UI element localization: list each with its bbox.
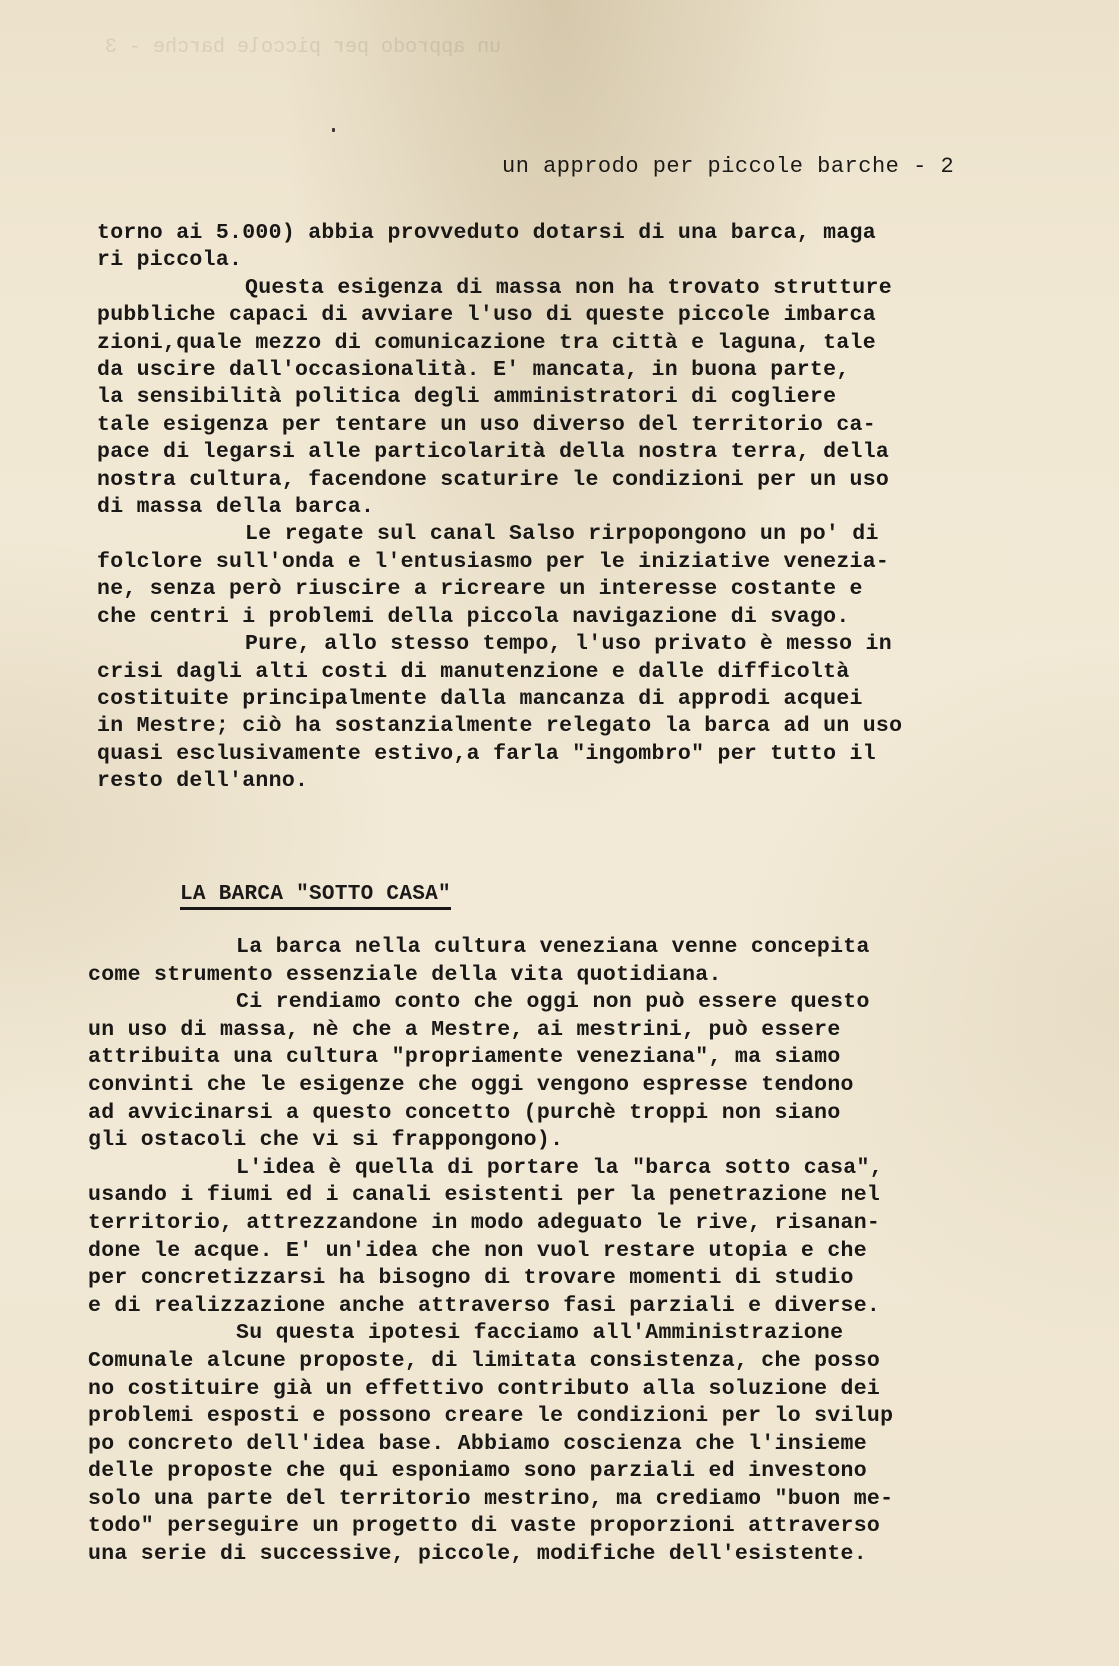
text-line: po concreto dell'idea base. Abbiamo coscienza che l'insieme — [88, 1431, 867, 1456]
text-line: ad avvicinarsi a questo concetto (purchè troppi non siano — [88, 1100, 841, 1125]
ink-speck — [332, 128, 335, 132]
text-line: da uscire dall'occasionalità. E' mancata, in buona parte, — [97, 358, 850, 383]
text-line: una serie di successive, piccole, modifiche dell'esistente. — [88, 1542, 867, 1567]
text-line: crisi dagli alti costi di manutenzione e dalle difficoltà — [97, 659, 850, 684]
text-line: Le regate sul canal Salso rirpopongono un po' di — [245, 522, 879, 547]
text-line: pubbliche capaci di avviare l'uso di queste piccole imbarca — [97, 303, 876, 328]
text-line: no costituire già un effettivo contributo alla soluzione dei — [88, 1376, 881, 1401]
text-line: done le acque. E' un'idea che non vuol restare utopia e che — [88, 1238, 867, 1263]
section-heading: LA BARCA "SOTTO CASA" — [180, 883, 451, 910]
text-line: attribuita una cultura "propriamente veneziana", ma siamo — [88, 1045, 841, 1070]
text-line: pace di legarsi alle particolarità della nostra terra, della — [97, 440, 890, 465]
text-line: per concretizzarsi ha bisogno di trovare momenti di studio — [88, 1266, 854, 1291]
text-line: ri piccola. — [97, 248, 243, 273]
text-line: zioni,quale mezzo di comunicazione tra città e laguna, tale — [97, 330, 876, 355]
text-line: problemi esposti e possono creare le condizioni per lo svilup — [88, 1404, 894, 1429]
text-line: solo una parte del territorio mestrino, ma crediamo "buon me- — [88, 1486, 894, 1511]
text-line: Su questa ipotesi facciamo all'Amministrazione — [236, 1321, 844, 1346]
text-line: Questa esigenza di massa non ha trovato strutture — [245, 275, 892, 300]
text-line: usando i fiumi ed i canali esistenti per la penetrazione nel — [88, 1183, 881, 1208]
section-1-body — [97, 220, 1037, 796]
text-line: e di realizzazione anche attraverso fasi parziali e diverse. — [88, 1293, 881, 1318]
text-line: gli ostacoli che vi si frappongono). — [88, 1128, 564, 1153]
text-line: Pure, allo stesso tempo, l'uso privato è messo in — [245, 632, 892, 657]
text-line: tale esigenza per tentare un uso diverso del territorio ca- — [97, 412, 876, 437]
text-line: che centri i problemi della piccola navigazione di svago. — [97, 604, 850, 629]
text-line: torno ai 5.000) abbia provveduto dotarsi di una barca, maga — [97, 221, 876, 245]
text-line: quasi esclusivamente estivo,a farla "ingombro" per tutto il — [97, 741, 876, 766]
text-line: come strumento essenziale della vita quotidiana. — [88, 962, 722, 987]
text-line: di massa della barca. — [97, 495, 375, 520]
section-2-body — [88, 934, 1048, 1569]
text-line: La barca nella cultura veneziana venne concepita — [236, 935, 870, 959]
text-line: resto dell'anno. — [97, 769, 309, 794]
text-line: nostra cultura, facendone scaturire le condizioni per un uso — [97, 467, 890, 492]
text-line: territorio, attrezzandone in modo adeguato le rive, risanan- — [88, 1210, 881, 1235]
text-line: convinti che le esigenze che oggi vengono espresse tendono — [88, 1072, 854, 1097]
text-line: todo" perseguire un progetto di vaste proporzioni attraverso — [88, 1514, 881, 1539]
text-line: Comunale alcune proposte, di limitata consistenza, che posso — [88, 1348, 881, 1373]
text-line: L'idea è quella di portare la "barca sotto casa", — [236, 1155, 883, 1180]
running-header: un approdo per piccole barche - 2 — [502, 154, 955, 179]
text-line: costituite principalmente dalla mancanza di approdi acquei — [97, 686, 863, 711]
text-line: la sensibilità politica degli amministratori di cogliere — [97, 385, 837, 410]
text-line: delle proposte che qui esponiamo sono parziali ed investono — [88, 1459, 867, 1484]
text-line: folclore sull'onda e l'entusiasmo per le iniziative venezia- — [97, 549, 890, 574]
text-line: ne, senza però riuscire a ricreare un interesse costante e — [97, 577, 863, 602]
text-line: Ci rendiamo conto che oggi non può essere questo — [236, 990, 870, 1015]
text-line: in Mestre; ciò ha sostanzialmente relegato la barca ad un uso — [97, 714, 903, 739]
text-line: un uso di massa, nè che a Mestre, ai mestrini, può essere — [88, 1017, 841, 1042]
bleed-through-text: un approdo per piccole barche - 3 — [105, 36, 502, 59]
